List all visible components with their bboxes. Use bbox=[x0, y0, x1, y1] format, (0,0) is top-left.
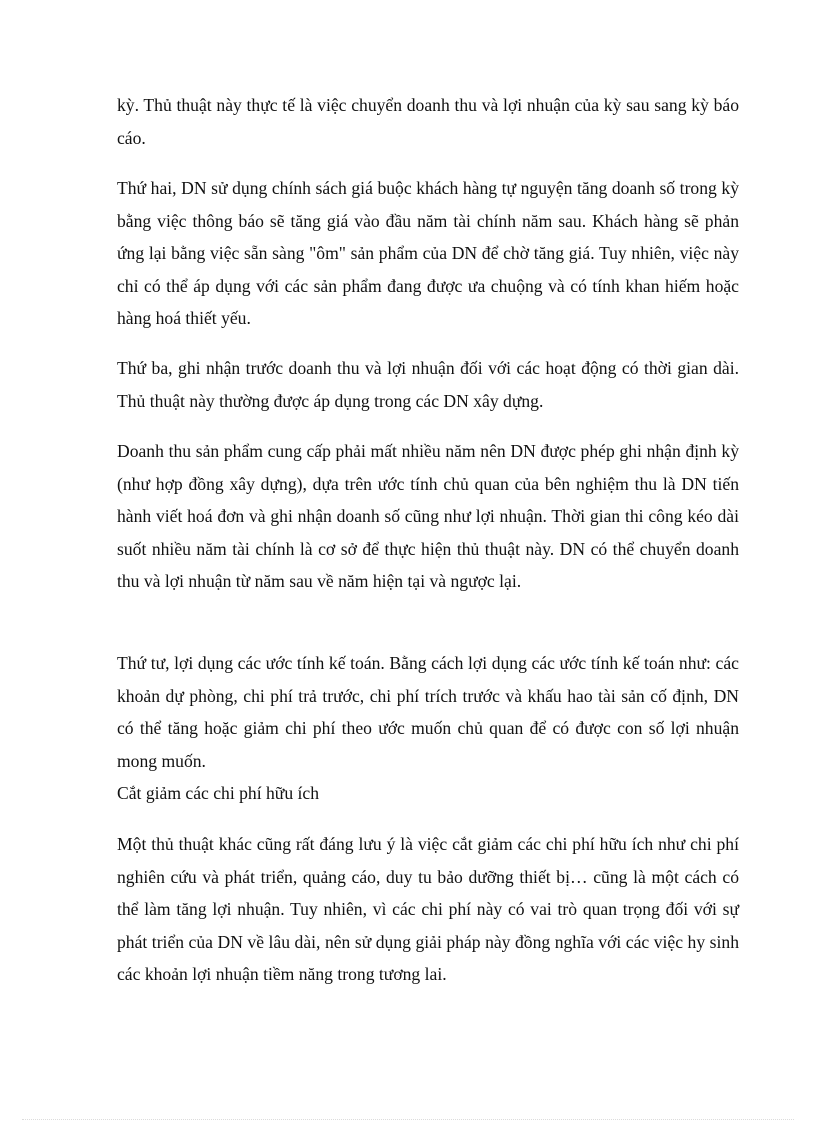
paragraph-cost-cutting: Một thủ thuật khác cũng rất đáng lưu ý là việc cắt giảm các chi phí hữu ích như chi phí nghiên cứu và phát triển, quảng cáo, duy tu bảo dưỡng thiết bị… cũng là một cách có thể làm tăng lợi nhuận. Tuy nhiên, vì các chi phí này có vai trò quan trọng đối với sự phát triển của DN về lâu dài, nên sử dụng giải pháp này đồng nghĩa với các việc hy sinh các khoản lợi nhuận tiềm năng trong tương lai. bbox=[117, 834, 739, 985]
paragraph-construction-revenue: Doanh thu sản phẩm cung cấp phải mất nhiều năm nên DN được phép ghi nhận định kỳ (như hợp đồng xây dựng), dựa trên ước tính chủ quan của bên nghiệm thu là DN tiến hành viết hoá đơn và ghi nhận doanh số cũng như lợi nhuận. Thời gian thi công kéo dài suốt nhiều năm tài chính là cơ sở để thực hiện thủ thuật này. DN có thể chuyển doanh thu và lợi nhuận từ năm sau về năm hiện tại và ngược lại. bbox=[117, 441, 739, 592]
page-bottom-border bbox=[22, 1119, 794, 1120]
section-heading-cost-cutting: Cắt giảm các chi phí hữu ích bbox=[117, 783, 320, 803]
paragraph-fourth-trick: Thứ tư, lợi dụng các ước tính kế toán. Bằng cách lợi dụng các ước tính kế toán như: các khoản dự phòng, chi phí trả trước, chi phí trích trước và khấu hao tài sản cố định, DN có thể tăng hoặc giảm chi phí theo ước muốn chủ quan để có được con số lợi nhuận mong muốn. bbox=[117, 653, 739, 771]
paragraph-third-trick: Thứ ba, ghi nhận trước doanh thu và lợi nhuận đối với các hoạt động có thời gian dài. Thủ thuật này thường được áp dụng trong các DN xây dựng. bbox=[117, 358, 739, 411]
paragraph-second-trick: Thứ hai, DN sử dụng chính sách giá buộc khách hàng tự nguyện tăng doanh số trong kỳ bằng việc thông báo sẽ tăng giá vào đầu năm tài chính năm sau. Khách hàng sẽ phản ứng lại bằng việc sẵn sàng "ôm" sản phẩm của DN để chờ tăng giá. Tuy nhiên, việc này chỉ có thể áp dụng với các sản phẩm đang được ưa chuộng và có tính khan hiếm hoặc hàng hoá thiết yếu. bbox=[117, 178, 739, 329]
paragraph-continuation: kỳ. Thủ thuật này thực tế là việc chuyển doanh thu và lợi nhuận của kỳ sau sang kỳ báo cáo. bbox=[117, 95, 739, 148]
